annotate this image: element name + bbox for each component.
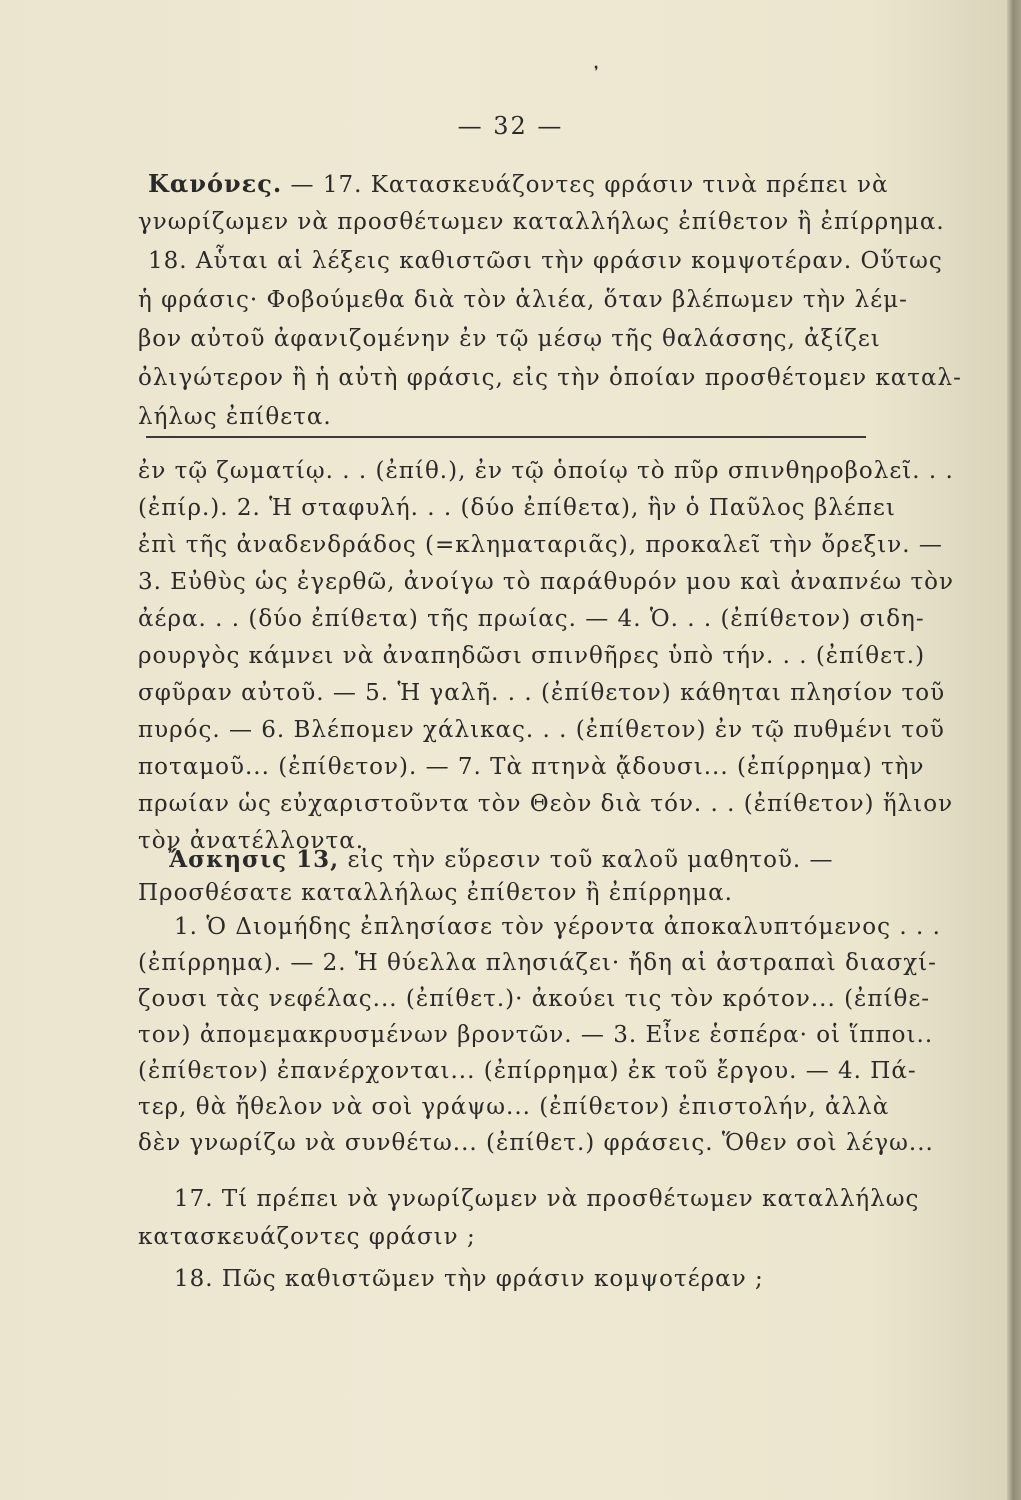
rules-line: γνωρίζωμεν νὰ προσθέτωμεν καταλλήλως ἐπίθετον ἢ ἐπίρρημα. <box>138 209 945 235</box>
rules-heading: Κανόνες. <box>148 169 283 198</box>
exercise-line: τον) ἀπομεμακρυσμένων βροντῶν. — 3. Εἶνε ἑσπέρα· οἱ ἵπποι.. <box>138 1022 934 1048</box>
exercise-line: ζουσι τὰς νεφέλας... (ἐπίθετ.)· ἀκούει τις τὸν κρότον... (ἐπίθε- <box>138 986 931 1012</box>
question-line: 18. Πῶς καθιστῶμεν τὴν φράσιν κομψοτέραν ; <box>174 1266 764 1292</box>
exercise-line: δὲν γνωρίζω νὰ συνθέτω... (ἐπίθετ.) φράσεις. Ὅθεν σοὶ λέγω... <box>138 1130 934 1156</box>
example-line: πυρός. — 6. Βλέπομεν χάλικας. . . (ἐπίθετον) ἐν τῷ πυθμένι τοῦ <box>138 717 945 743</box>
example-line: ἐπὶ τῆς ἀναδενδράδος (=κληματαριᾶς), προκαλεῖ τὴν ὄρεξιν. — <box>138 532 943 558</box>
example-line: ἀέρα. . . (δύο ἐπίθετα) τῆς πρωίας. — 4. Ὁ. . . (ἐπίθετον) σιδη- <box>138 606 925 632</box>
example-line: ἐν τῷ ζωματίῳ. . . (ἐπίθ.), ἐν τῷ ὁποίῳ τὸ πῦρ σπινθηροβολεῖ. . . <box>138 458 954 484</box>
rules-line: — 17. Κατασκευάζοντες φράσιν τινὰ πρέπει νὰ <box>290 172 889 198</box>
rules-line: βον αὐτοῦ ἀφανιζομένην ἐν τῷ μέσῳ τῆς θαλάσσης, ἀξίζει <box>138 326 881 352</box>
example-line: (ἐπίρ.). 2. Ἡ σταφυλή. . . (δύο ἐπίθετα), ἣν ὁ Παῦλος βλέπει <box>138 495 896 521</box>
page-number: — 32 — <box>457 112 564 140</box>
exercise-line: Προσθέσατε καταλλήλως ἐπίθετον ἢ ἐπίρρημα. <box>138 880 733 906</box>
rules-line: ἡ φράσις· Φοβούμεθα διὰ τὸν ἁλιέα, ὅταν βλέπωμεν τὴν λέμ- <box>138 287 908 313</box>
example-line: τὸν ἀνατέλλοντα. <box>138 828 365 854</box>
example-line: ρουργὸς κάμνει νὰ ἀναπηδῶσι σπινθῆρες ὑπὸ τήν. . . (ἐπίθετ.) <box>138 643 926 669</box>
rules-first-line <box>148 169 889 198</box>
exercise-heading-rest: εἰς τὴν εὕρεσιν τοῦ καλοῦ μαθητοῦ. — <box>347 847 834 873</box>
page-edge-shadow <box>1007 0 1021 1500</box>
exercise-line: 1. Ὁ Διομήδης ἐπλησίασε τὸν γέροντα ἀποκαλυπτόμενος . . . <box>174 914 941 940</box>
example-line: 3. Εὐθὺς ὡς ἐγερθῶ, ἀνοίγω τὸ παράθυρόν μου καὶ ἀναπνέω τὸν <box>138 569 955 595</box>
question-line: 17. Τί πρέπει νὰ γνωρίζωμεν νὰ προσθέτωμεν καταλλήλως <box>174 1186 920 1212</box>
rules-line: 18. Αὗται αἱ λέξεις καθιστῶσι τὴν φράσιν κομψοτέραν. Οὕτως <box>148 248 943 274</box>
exercise-line: (ἐπίρρημα). — 2. Ἡ θύελλα πλησιάζει· ἤδη αἱ ἀστραπαὶ διασχί- <box>138 950 937 976</box>
exercise-heading: Ἄσκησις 13, <box>168 846 340 873</box>
ink-mark: ❜ <box>594 64 599 80</box>
rules-line: λήλως ἐπίθετα. <box>138 404 332 430</box>
separator-rule <box>146 436 866 438</box>
exercise-line: (ἐπίθετον) ἐπανέρχονται... (ἐπίρρημα) ἐκ τοῦ ἔργου. — 4. Πά- <box>138 1058 917 1084</box>
rules-line: ὀλιγώτερον ἢ ἡ αὐτὴ φράσις, εἰς τὴν ὁποίαν προσθέτομεν καταλ- <box>138 365 962 391</box>
example-line: ποταμοῦ... (ἐπίθετον). — 7. Τὰ πτηνὰ ᾄδουσι... (ἐπίρρημα) τὴν <box>138 754 925 780</box>
question-line: κατασκευάζοντες φράσιν ; <box>138 1224 476 1250</box>
example-line: σφῦραν αὐτοῦ. — 5. Ἡ γαλῆ. . . (ἐπίθετον) κάθηται πλησίον τοῦ <box>138 680 946 706</box>
exercise-heading-line <box>168 848 834 872</box>
example-line: πρωίαν ὡς εὐχαριστοῦντα τὸν Θεὸν διὰ τόν. . . (ἐπίθετον) ἥλιον <box>138 791 954 817</box>
exercise-line: τερ, θὰ ἤθελον νὰ σοὶ γράψω... (ἐπίθετον) ἐπιστολήν, ἀλλὰ <box>138 1094 890 1120</box>
